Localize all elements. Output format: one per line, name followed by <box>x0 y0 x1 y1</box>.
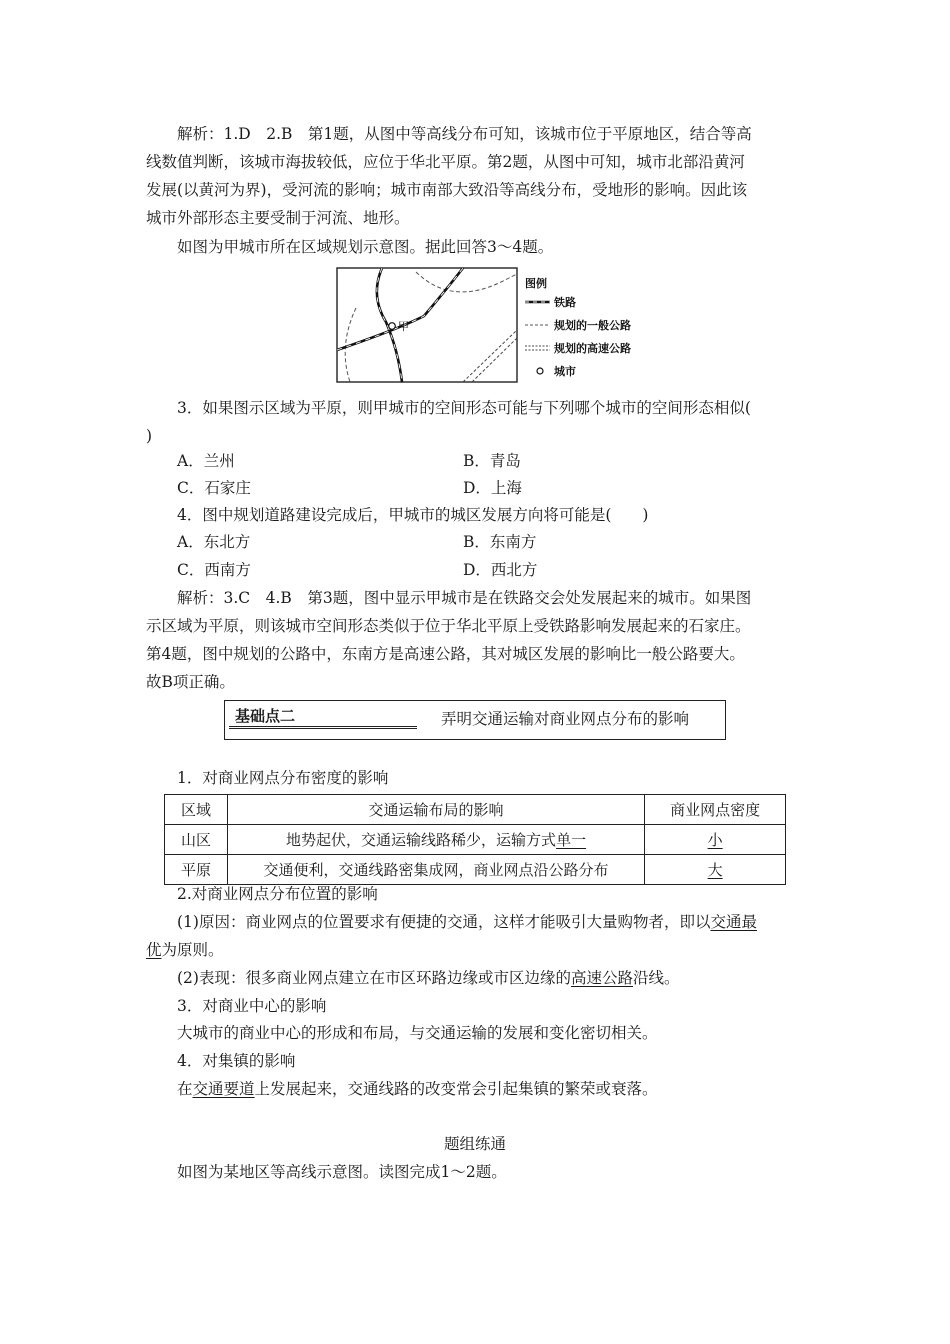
table-cell: 平原 <box>165 855 228 885</box>
subsection-4-text: 在交通要道上发展起来，交通线路的改变常会引起集镇的繁荣或衰落。 <box>177 1080 658 1098</box>
q3-option-d: D．上海 <box>463 479 522 497</box>
subsection-2-title: 2.对商业网点分布位置的影响 <box>177 885 378 903</box>
expressway <box>472 338 517 382</box>
subsection-3-text: 大城市的商业中心的形成和布局，与交通运输的发展和变化密切相关。 <box>177 1024 658 1042</box>
map-frame <box>337 268 517 382</box>
table-cell: 小 <box>645 825 786 855</box>
subsection-3-title: 3．对商业中心的影响 <box>177 997 327 1015</box>
reason-line: (1)原因：商业网点的位置要求有便捷的交通，这样才能吸引大量购物者，即以交通最 <box>177 913 757 931</box>
legend-expressway-label: 规划的高速公路 <box>554 342 631 355</box>
analysis-1-line: 线数值判断，该城市海拔较低，应位于华北平原。第2题，从图中可知，城市北部沿黄河 <box>146 153 745 171</box>
legend-railway-label: 铁路 <box>554 296 576 309</box>
q3-option-b: B．青岛 <box>463 452 521 470</box>
density-table <box>164 794 786 885</box>
general-road <box>416 272 517 292</box>
table-cell: 山区 <box>165 825 228 855</box>
manifestation-line: (2)表现：很多商业网点建立在市区环路边缘或市区边缘的高速公路沿线。 <box>177 969 680 987</box>
question-4-stem: 4．图中规划道路建设完成后，甲城市的城区发展方向将可能是( ) <box>177 506 649 524</box>
table-cell: 地势起伏，交通运输线路稀少，运输方式单一 <box>227 825 644 855</box>
q3-option-a: A．兰州 <box>177 452 235 470</box>
group-practice-intro: 如图为某地区等高线示意图。读图完成1～2题。 <box>177 1163 507 1181</box>
section-tag: 基础点二 <box>229 705 417 729</box>
table-cell: 交通便利，交通线路密集成网，商业网点沿公路分布 <box>227 855 644 885</box>
section-header <box>224 700 726 740</box>
table-header: 区域 <box>165 795 228 825</box>
legend-general-road-label: 规划的一般公路 <box>554 319 631 332</box>
legend-city-symbol <box>537 368 543 374</box>
analysis-1-line: 城市外部形态主要受制于河流、地形。 <box>146 209 410 227</box>
analysis-1-line: 发展(以黄河为界)，受河流的影响；城市南部大致沿等高线分布，受地形的影响。因此该 <box>146 181 748 199</box>
table-row <box>165 825 786 855</box>
analysis-1-line: 解析：1.D 2.B 第1题，从图中等高线分布可知，该城市位于平原地区，结合等高 <box>177 125 752 143</box>
legend-title: 图例 <box>525 277 547 290</box>
reason-line-cont: 优为原则。 <box>146 941 224 959</box>
table-header: 交通运输布局的影响 <box>227 795 644 825</box>
question-intro: 如图为甲城市所在区域规划示意图。据此回答3～4题。 <box>177 238 554 256</box>
table-cell: 大 <box>645 855 786 885</box>
q4-option-a: A．东北方 <box>177 533 251 551</box>
subsection-1-title: 1．对商业网点分布密度的影响 <box>177 769 389 787</box>
expressway <box>463 330 517 382</box>
q4-option-b: B．东南方 <box>463 533 537 551</box>
table-header: 商业网点密度 <box>645 795 786 825</box>
city-jia-label: 甲 <box>398 320 409 333</box>
region-planning-map <box>336 266 652 384</box>
group-practice-title: 题组练通 <box>443 1135 506 1153</box>
q4-option-c: C．西南方 <box>177 561 251 579</box>
q3-option-c: C．石家庄 <box>177 479 251 497</box>
analysis-paragraph-2: 解析：3.C 4.B 第3题，图中显示甲城市是在铁路交会处发展起来的城市。如果图 示区域为平原，则该城市空间形态类似于位于华北平原上受铁路影响发展起来的石家庄。 第4题，图中规划的公路中，东南方是高速公路，其对城区发展的影响比一般公路要大。 故B项正确。 <box>146 589 752 691</box>
subsection-4-title: 4．对集镇的影响 <box>177 1052 296 1070</box>
city-jia-marker <box>389 323 396 330</box>
question-3-stem: 3．如果图示区域为平原，则甲城市的空间形态可能与下列哪个城市的空间形态相似( ) <box>146 399 751 445</box>
section-title: 弄明交通运输对商业网点分布的影响 <box>441 710 690 728</box>
legend-city-label: 城市 <box>554 365 576 378</box>
analysis-paragraph-1 <box>146 120 811 232</box>
q4-option-d: D．西北方 <box>463 561 538 579</box>
table-header-row <box>165 795 786 825</box>
